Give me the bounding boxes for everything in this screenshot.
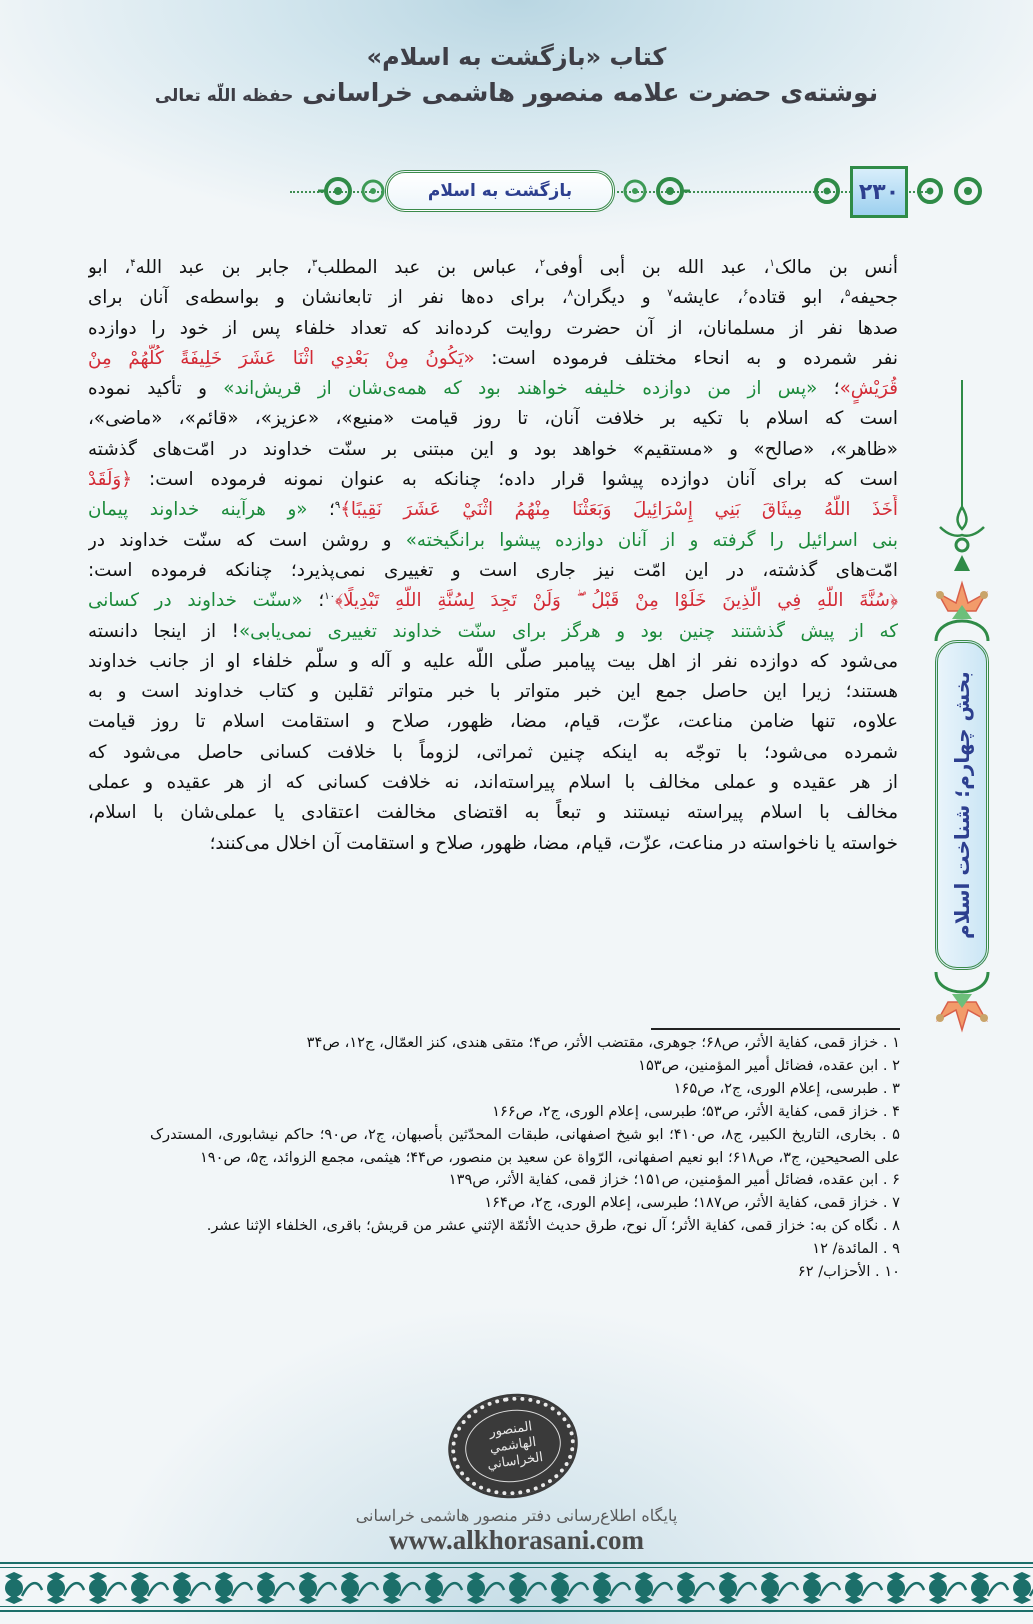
body-line — [88, 495, 898, 525]
body-text-segment: نفر شمرده و به انحاء مختلف فرموده است: — [474, 347, 898, 369]
decorative-footer-border — [0, 1562, 1033, 1612]
flower-ornament-icon — [930, 575, 994, 645]
quote-translation: «پس از من دوازده خلیفه خواهند بود که همه‌ی‌شان از قریش‌اند» — [223, 378, 818, 400]
floral-motif — [677, 1572, 714, 1604]
body-line — [88, 617, 898, 647]
lotus-ornament-icon — [930, 505, 994, 575]
quran-hadith-quote: قُرَيْشٍ» — [839, 378, 898, 400]
body-text-segment: علاوه، تنها ضامن مناعت، عزّت، قیام، مضا، ظهور، صلاح و استقامت اسلام تا روز قیامت — [88, 711, 898, 733]
body-line — [88, 829, 898, 859]
body-text-segment: است که برای آنان دوازده پیشوا قرار داده؛ چنانکه به عنوان نمونه فرموده است: — [131, 469, 898, 491]
footnote-item: ۸ . نگاه کن به: خزاز قمی، کفایة الأثر؛ آل نوح، طرق حدیث الأئمّة الإثني عشر من قریش؛ باقری، الخلفاء الإثنا عشر. — [206, 1217, 900, 1235]
body-line — [88, 435, 898, 465]
floral-motif — [509, 1572, 546, 1604]
floral-motif — [467, 1572, 504, 1604]
footnote-item: ۵ . بخاری، التاریخ الکبیر، ج۸، ص۴۱۰؛ ابو شیخ اصفهانی، طبقات المحدّثین بأصبهان، ج۲، ص۹۰؛ حاکم نیشابوری، المستدرک علی الصحیحین، ج۳، ص۶۱۸؛ ابو نعیم اصفهانی، الرّواة عن سعید بن منصور، ص۴۴؛ هیثمی، مجمع الزوائد، ج۵، ص۱۹۰ — [150, 1125, 901, 1166]
section-side-tab-label: بخش چهارم؛ شناخت اسلام — [950, 671, 974, 939]
body-text-segment: «ظاهر»، «صالح» و «مستقیم» خواهد بود و این مبتنی بر سنّت خداوند در امّت‌های گذشته — [88, 438, 898, 460]
footnote-reference[interactable]: ۴ — [130, 257, 136, 269]
body-text-segment: از هر عقیده و عملی مخالف با اسلام پیراسته‌اند، نه خلافت کسانی که از هر عقیده و عملی — [88, 772, 898, 794]
body-text-segment: و تأکید نموده — [88, 378, 224, 400]
body-text-segment: ، عایشه — [672, 287, 744, 309]
floral-motif — [971, 1572, 1008, 1604]
book-author — [0, 78, 1033, 111]
body-text-segment: ! از اینجا دانسته — [88, 620, 239, 642]
floral-motif — [929, 1572, 966, 1604]
body-line — [88, 404, 898, 434]
page-number-box — [850, 166, 908, 218]
floral-motif — [1013, 1572, 1033, 1604]
body-text-segment: ؛ — [817, 378, 840, 400]
footnote-item: ۹ . المائدة/ ۱۲ — [812, 1240, 900, 1258]
body-line — [88, 556, 898, 586]
floral-motif — [425, 1572, 462, 1604]
chapter-title-cartouche — [385, 170, 615, 212]
arabesque-ornament-icon — [618, 174, 652, 208]
quran-hadith-quote: ﴿سُنَّةَ اللَّهِ فِي الَّذِينَ خَلَوْا مِنْ قَبْلُ ۖ وَلَنْ تَجِدَ لِسُنَّةِ اللَّهِ تَبْدِيلًا﴾ — [335, 590, 898, 612]
body-line — [88, 344, 898, 374]
footnote-reference[interactable]: ۶ — [743, 288, 749, 300]
floral-motif — [5, 1572, 42, 1604]
footnote-separator — [651, 1028, 900, 1030]
author-name: نوشته‌ی حضرت علامه منصور هاشمی خراسانی — [302, 78, 879, 107]
chapter-title: بازگشت به اسلام — [427, 181, 573, 201]
body-line — [88, 374, 898, 404]
footnotes — [150, 1032, 900, 1284]
floral-border-pattern-icon — [0, 1570, 1033, 1606]
seal-logo — [445, 1389, 581, 1503]
floral-motif — [845, 1572, 882, 1604]
body-line — [88, 465, 898, 495]
footnote-item: ۱۰ . الأحزاب/ ۶۲ — [797, 1263, 900, 1281]
body-line — [88, 677, 898, 707]
seal-text: المنصور الهاشمي الخراساني — [460, 1404, 565, 1489]
body-line — [88, 283, 898, 313]
quote-translation: بنی اسرائیل را گرفته و از آنان دوازده پیشوا برانگیخته» — [405, 529, 898, 551]
body-text-segment: هستند؛ زیرا این حاصل جمع این خبر متواتر با خبر متواتر ثقلین و کتاب خداوند است و به — [88, 681, 898, 703]
floral-motif — [719, 1572, 756, 1604]
body-text-segment: خواسته یا ناخواسته در مناعت، عزّت، قیام، مضا، ظهور، صلاح و استقامت آن اخلال می‌کنند؛ — [209, 832, 898, 854]
footnote-item: ۱ . خزاز قمی، کفایة الأثر، ص۶۸؛ جوهری، مقتضب الأثر، ص۴؛ متقی هندی، کنز العمّال، ج۱۲، ص۳۴ — [306, 1034, 900, 1051]
floral-motif — [215, 1572, 252, 1604]
footnote-reference[interactable]: ۱۰ — [324, 591, 335, 603]
quran-hadith-quote: «يَكُونُ مِنْ بَعْدِي اثْنَا عَشَرَ خَلِيفَةً كُلُّهُمْ مِنْ — [88, 347, 475, 369]
site-url-link[interactable]: www.alkhorasani.com — [388, 1525, 645, 1555]
body-line — [88, 253, 898, 283]
footnote-item: ۴ . خزاز قمی، کفایة الأثر، ص۵۳؛ طبرسی، إعلام الوری، ج۲، ص۱۶۶ — [492, 1102, 900, 1120]
quran-hadith-quote: أَخَذَ اللَّهُ مِيثَاقَ بَنِي إِسْرَائِيلَ وَبَعَثْنَا مِنْهُمُ اثْنَيْ عَشَرَ نَقِيبًا﴾ — [340, 499, 898, 521]
floral-motif — [593, 1572, 630, 1604]
body-text-segment: می‌شود که دوازده نفر از اهل بیت پیامبر صلّی اللّه علیه و آله و سلّم خلفاء او از جانب خداوند — [88, 650, 898, 672]
site-name: پایگاه اطلاع‌رسانی دفتر منصور هاشمی خراسانی — [355, 1506, 678, 1525]
page-number: ۲۳۰ — [858, 179, 900, 205]
footnote-item: ۲ . ابن عقده، فضائل أمیر المؤمنین، ص۱۵۳ — [638, 1056, 900, 1074]
body-text-segment: مخالف با اسلام پیراسته نیستند و تبعاً به اقتضای مخالفت اعتقادی یا عملی‌شان با اسلام، — [88, 802, 898, 824]
floral-motif — [299, 1572, 336, 1604]
body-line — [88, 798, 898, 828]
body-text-segment: و روشن است که سنّت خداوند در — [88, 529, 406, 551]
author-honorific: حفظه اللّه تعالی — [154, 86, 294, 106]
body-line — [88, 738, 898, 768]
book-title: کتاب «بازگشت به اسلام» — [366, 43, 667, 71]
side-tab-stem — [961, 380, 963, 510]
body-text-segment: ، ابو — [88, 257, 131, 278]
footnote-reference[interactable]: ۲ — [539, 257, 546, 269]
quran-hadith-quote: ﴿وَلَقَدْ — [88, 469, 132, 491]
body-text — [88, 253, 898, 859]
body-text-segment: صدها نفر از مسلمانان، از آن حضرت روایت کرده‌اند که تعداد خلفاء پس از خود را دوازده — [88, 317, 898, 339]
body-text-segment: جحیفه — [850, 287, 898, 309]
footnote-reference[interactable]: ۱ — [769, 257, 775, 269]
floral-motif — [383, 1572, 420, 1604]
floral-motif — [257, 1572, 294, 1604]
body-text-segment: ؛ — [307, 499, 335, 521]
body-line — [88, 526, 898, 556]
floral-motif — [551, 1572, 588, 1604]
body-line — [88, 586, 898, 616]
body-text-segment: ، عباس بن عبد المطلب — [317, 257, 540, 278]
footnote-reference[interactable]: ۵ — [844, 288, 851, 300]
footnote-item: ۷ . خزاز قمی، کفایة الأثر، ص۱۸۷؛ طبرسی، إعلام الوری، ج۲، ص۱۶۴ — [484, 1194, 900, 1212]
body-line — [88, 707, 898, 737]
quote-translation: که از پیش گذشتند چنین بود و هرگز برای سنّت خداوند تغییری نمی‌یابی» — [238, 620, 898, 642]
body-line — [88, 314, 898, 344]
body-text-segment: أنس بن مالک — [774, 257, 898, 278]
body-line — [88, 768, 898, 798]
arabesque-ornament-icon — [912, 172, 952, 210]
arabesque-ornament-icon — [318, 172, 358, 210]
body-text-segment: ، جابر بن عبد الله — [135, 257, 312, 278]
body-text-segment: شمرده می‌شود؛ با توجّه به اینکه چنین ثمراتی، لزوماً با خلافت کسانی حاصل می‌شود که — [88, 741, 898, 763]
footnote-reference[interactable]: ۹ — [334, 500, 341, 512]
body-text-segment: ، عبد الله بن أبی أوفی — [545, 257, 770, 278]
footnote-reference[interactable]: ۸ — [567, 288, 574, 300]
floral-motif — [341, 1572, 378, 1604]
floral-motif — [173, 1572, 210, 1604]
footnote-item: ۳ . طبرسی، إعلام الوری، ج۲، ص۱۶۵ — [673, 1079, 900, 1097]
body-text-segment: است که اسلام با تکیه بر خلافت آنان، تا روز قیامت «منیع»، «عزیز»، «قائم»، «ماضی»، — [88, 408, 898, 430]
arabesque-ornament-icon — [805, 172, 845, 210]
footnote-reference[interactable]: ۷ — [667, 288, 673, 300]
quote-translation: «و هرآینه خداوند پیمان — [88, 499, 308, 521]
floral-motif — [887, 1572, 924, 1604]
arabesque-ornament-icon — [950, 172, 990, 210]
quote-translation: «سنّت خداوند در کسانی — [88, 590, 303, 612]
footnote-item: ۶ . ابن عقده، فضائل أمیر المؤمنین، ص۱۵۱؛ خزاز قمی، کفایة الأثر، ص۱۳۹ — [448, 1171, 900, 1189]
body-text-segment: امّت‌های گذشته، در این امّت نیز جاری است و تغییری نمی‌پذیرد؛ چنانکه فرموده است: — [88, 559, 898, 581]
floral-motif — [131, 1572, 168, 1604]
floral-motif — [89, 1572, 126, 1604]
floral-motif — [803, 1572, 840, 1604]
arabesque-ornament-icon — [650, 172, 690, 210]
body-line — [88, 647, 898, 677]
floral-motif — [47, 1572, 84, 1604]
body-text-segment: ، برای ده‌ها نفر از تابعانشان و بواسطه‌ی آنان برای — [88, 287, 568, 309]
footnote-reference[interactable]: ۳ — [311, 257, 318, 269]
body-text-segment: ، ابو قتاده — [748, 287, 845, 309]
running-header — [290, 160, 990, 222]
body-text-segment: و دیگران — [573, 287, 668, 309]
floral-motif — [635, 1572, 672, 1604]
body-text-segment: ؛ — [302, 590, 325, 612]
flower-ornament-icon — [930, 968, 994, 1038]
floral-motif — [761, 1572, 798, 1604]
